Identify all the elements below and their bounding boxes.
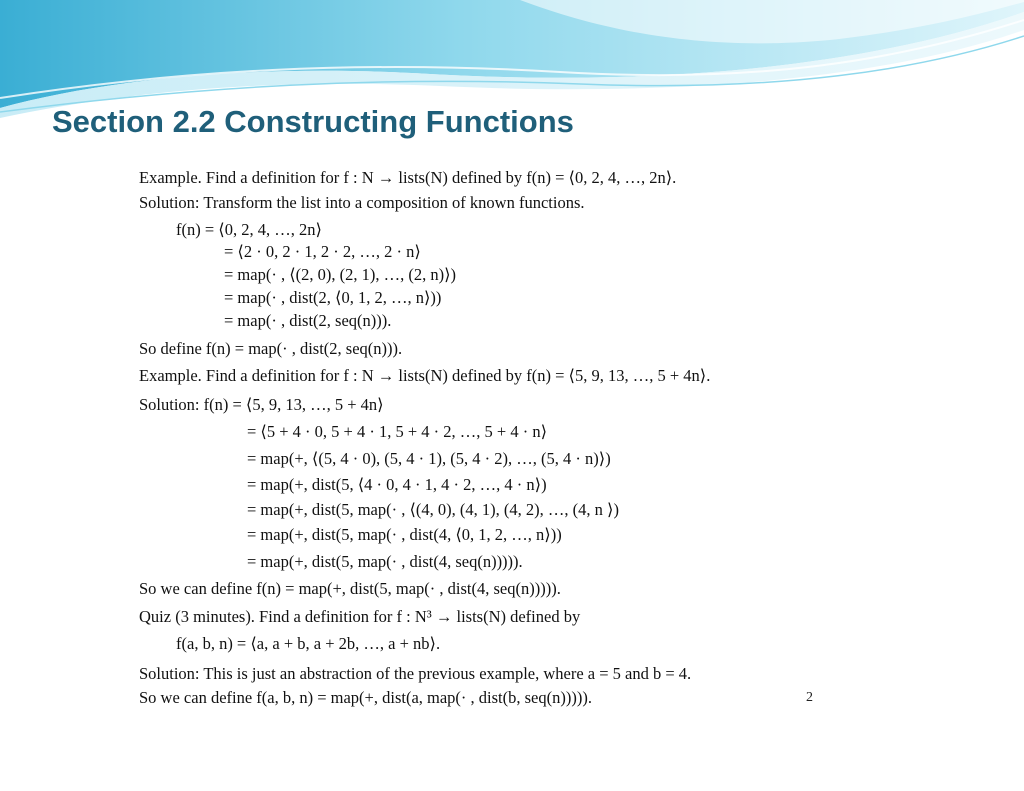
example-2-statement: Example. Find a definition for f : N → lists(N) defined by f(n) = ⟨5, 9, 13, …, 5 + 4n⟩. (139, 366, 711, 385)
definition-2-conclusion: So we can define f(n) = map(+, dist(5, map(· , dist(4, seq(n))))). (139, 579, 561, 598)
definition-1-conclusion: So define f(n) = map(· , dist(2, seq(n))). (139, 339, 403, 358)
content-scan (133, 163, 821, 710)
solution-2-start: Solution: f(n) = ⟨5, 9, 13, …, 5 + 4n⟩ (139, 395, 384, 414)
header-wave-decoration (0, 0, 1024, 120)
derivation-2-step: = ⟨5 + 4 · 0, 5 + 4 · 1, 5 + 4 · 2, …, 5 + 4 · n⟩ (247, 422, 548, 441)
solution-1-intro: Solution: Transform the list into a composition of known functions. (139, 193, 585, 212)
slide-title: Section 2.2 Constructing Functions (52, 104, 574, 139)
derivation-1-step: f(n) = ⟨0, 2, 4, …, 2n⟩ (176, 220, 322, 239)
derivation-2-step: = map(+, ⟨(5, 4 · 0), (5, 4 · 1), (5, 4 · 2), …, (5, 4 · n)⟩) (247, 449, 611, 468)
derivation-1-step: = map(· , ⟨(2, 0), (2, 1), …, (2, n)⟩) (224, 265, 457, 284)
derivation-2-step: = map(+, dist(5, map(· , dist(4, ⟨0, 1, 2, …, n⟩)) (247, 525, 562, 544)
quiz-formula: f(a, b, n) = ⟨a, a + b, a + 2b, …, a + nb⟩. (176, 634, 441, 653)
derivation-2-step: = map(+, dist(5, map(· , ⟨(4, 0), (4, 1), (4, 2), …, (4, n ⟩) (247, 500, 619, 519)
derivation-2-step: = map(+, dist(5, map(· , dist(4, seq(n))))). (247, 552, 523, 571)
derivation-2-step: = map(+, dist(5, ⟨4 · 0, 4 · 1, 4 · 2, …, 4 · n⟩) (247, 475, 547, 494)
quiz-statement: Quiz (3 minutes). Find a definition for f : N³ → lists(N) defined by (139, 607, 581, 626)
page-number: 2 (806, 690, 813, 705)
quiz-conclusion: So we can define f(a, b, n) = map(+, dist(a, map(· , dist(b, seq(n))))). (139, 688, 592, 707)
example-1-statement: Example. Find a definition for f : N → lists(N) defined by f(n) = ⟨0, 2, 4, …, 2n⟩. (139, 168, 677, 187)
quiz-solution: Solution: This is just an abstraction of the previous example, where a = 5 and b = 4. (139, 664, 692, 683)
derivation-1-step: = map(· , dist(2, seq(n))). (224, 311, 392, 330)
derivation-1-step: = ⟨2 · 0, 2 · 1, 2 · 2, …, 2 · n⟩ (224, 242, 421, 261)
derivation-1-step: = map(· , dist(2, ⟨0, 1, 2, …, n⟩)) (224, 288, 442, 307)
